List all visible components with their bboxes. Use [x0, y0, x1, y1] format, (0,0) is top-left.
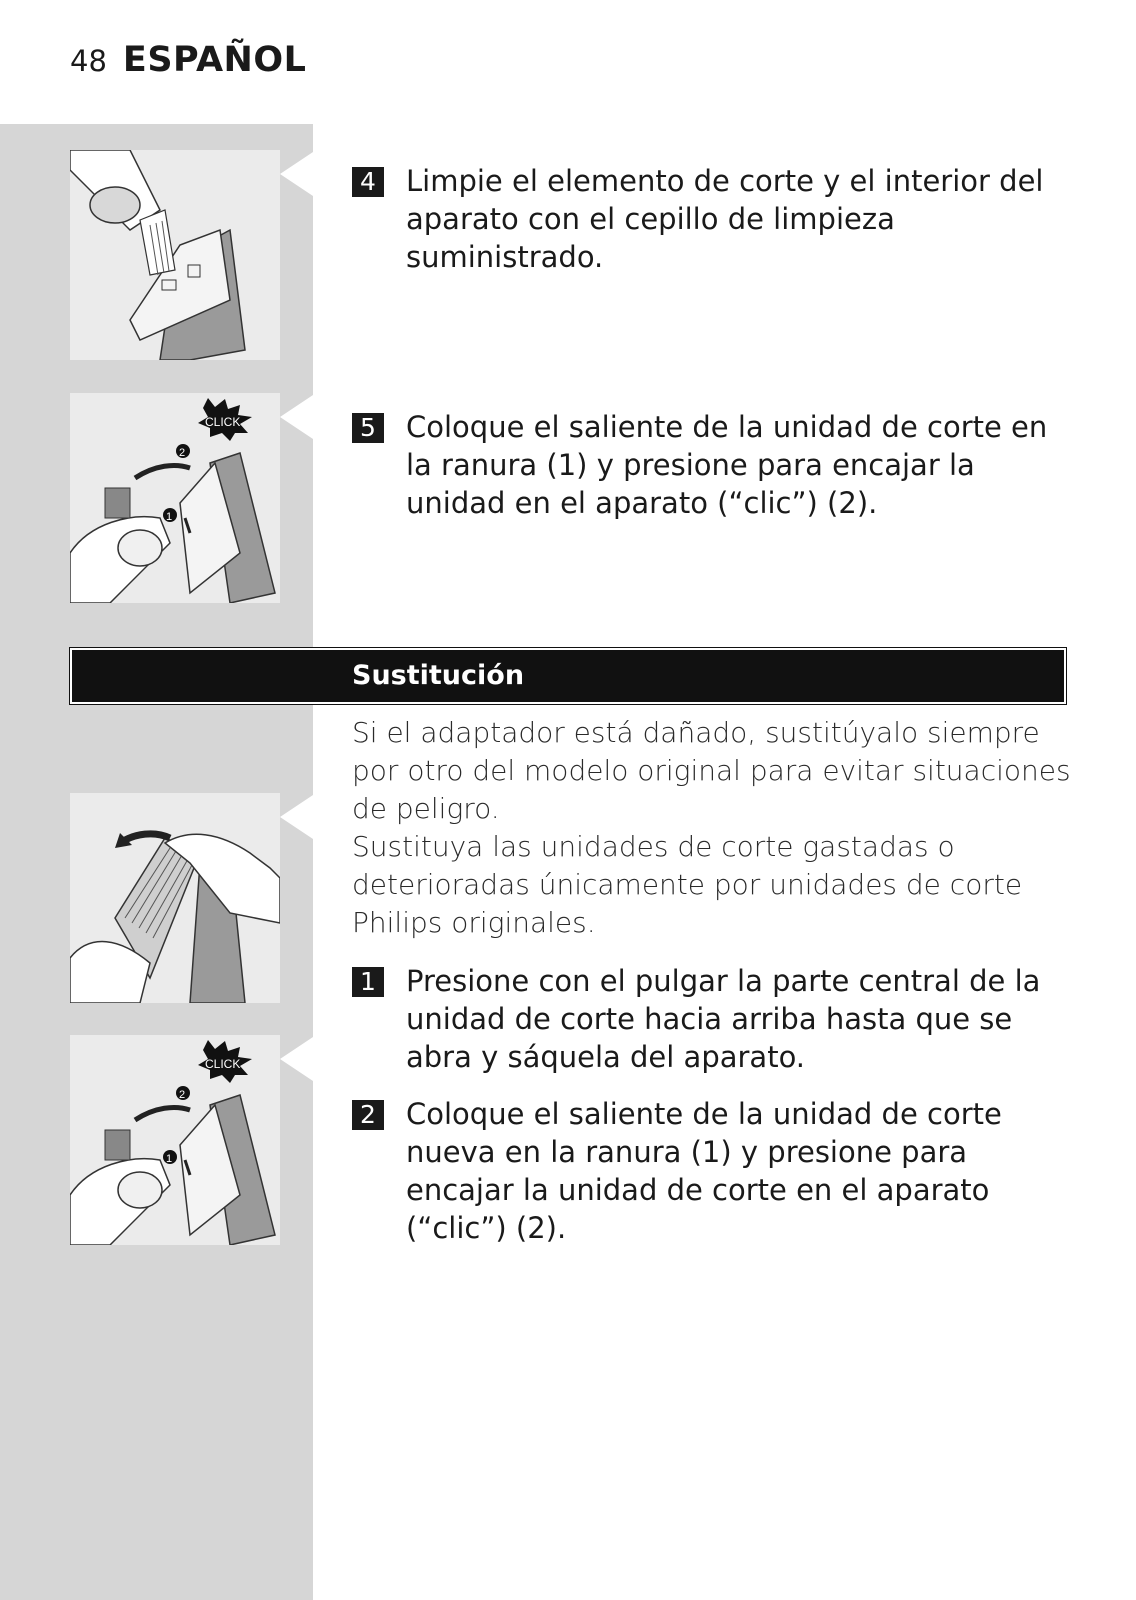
step-item — [352, 408, 1072, 522]
cutting-unit-click-icon — [70, 1035, 280, 1245]
step-item — [352, 1095, 1072, 1247]
cleaning-brush-icon — [70, 150, 280, 360]
click-attach-figure-1 — [70, 393, 280, 603]
figure-pointer — [280, 1037, 313, 1081]
step-number: 1 — [352, 967, 384, 997]
marker-1: 1 — [166, 1153, 173, 1165]
marker-2: 2 — [179, 447, 186, 459]
step-text: Presione con el pulgar la parte central de la unidad de corte hacia arriba hasta que se abra y sáquela del aparato. — [406, 964, 1041, 1074]
step-text: Limpie el elemento de corte y el interior del aparato con el cepillo de limpieza suministrado. — [406, 164, 1044, 274]
section-title: Sustitución — [352, 660, 525, 691]
section-header-bar — [70, 648, 1066, 704]
click-label: CLICK — [205, 1057, 241, 1071]
brush-cleaning-figure — [70, 150, 280, 360]
figure-pointer — [280, 152, 313, 196]
step-item — [352, 162, 1072, 276]
page-header — [70, 40, 306, 90]
step-number: 5 — [352, 413, 384, 443]
figure-pointer — [280, 395, 313, 439]
remove-cutting-unit-figure — [70, 793, 280, 1003]
step-number: 4 — [352, 167, 384, 197]
intro-paragraph: Si el adaptador está dañado, sustitúyalo siempre por otro del modelo original para evitar situaciones de peligro. — [352, 716, 1071, 825]
step-text: Coloque el saliente de la unidad de corte en la ranura (1) y presione para encajar la unidad en el aparato (“clic”) (2). — [406, 410, 1048, 520]
click-label: CLICK — [205, 415, 241, 429]
cutting-unit-click-icon — [70, 393, 280, 603]
step-item — [352, 962, 1072, 1076]
figure-pointer — [280, 795, 313, 839]
marker-2: 2 — [179, 1089, 186, 1101]
language-title: ESPAÑOL — [122, 40, 307, 80]
step-text: Coloque el saliente de la unidad de corte nueva en la ranura (1) y presione para encajar la unidad de corte en el aparato (“clic”) (2). — [406, 1097, 1002, 1245]
step-number: 2 — [352, 1100, 384, 1130]
click-attach-figure-2 — [70, 1035, 280, 1245]
page-number: 48 — [70, 44, 107, 78]
intro-paragraph: Sustituya las unidades de corte gastadas o deterioradas únicamente por unidades de corte Philips originales. — [352, 830, 1023, 939]
marker-1: 1 — [166, 511, 173, 523]
cutting-unit-remove-icon — [70, 793, 280, 1003]
